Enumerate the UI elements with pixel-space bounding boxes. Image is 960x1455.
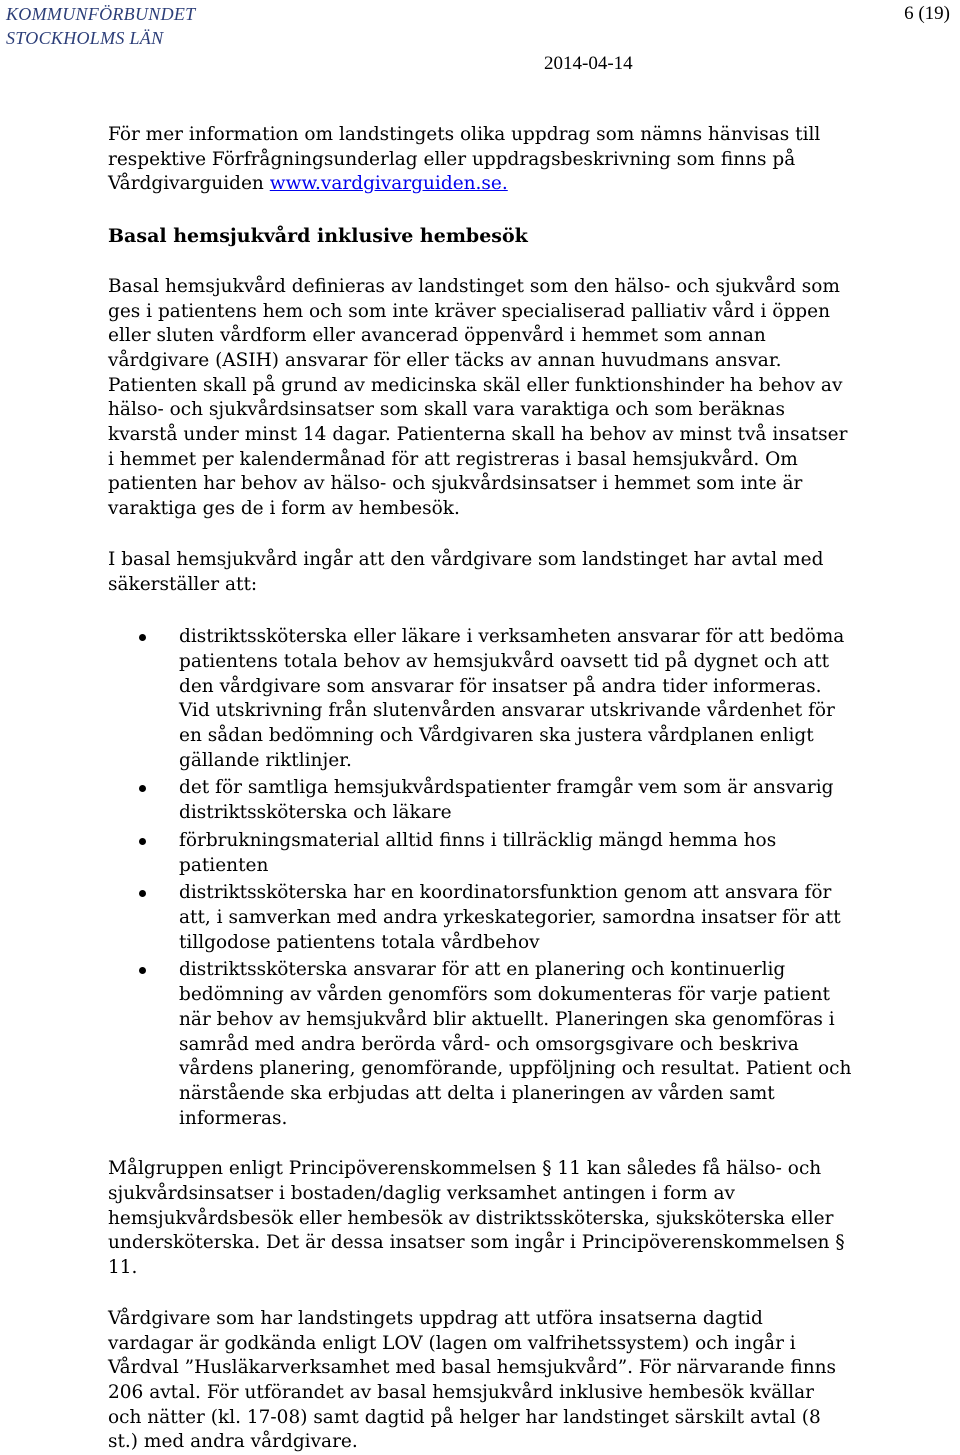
list-item: [108, 776, 853, 825]
list-item-text: förbrukningsmaterial alltid finns i tillräcklig mängd hemma hos patienten: [179, 829, 777, 876]
bullet-icon: [139, 967, 146, 974]
bullet-icon: [139, 785, 146, 792]
list-item: [108, 829, 853, 878]
list-item-text: distriktssköterska eller läkare i verksamheten ansvarar för att bedöma patientens totala behov av hemsjukvård oavsett tid på dygnet och att den vårdgivare som ansvarar för insatser på andra tider informeras. Vid utskrivning från slutenvården ansvarar utskrivande vårdenhet för en sådan bedömning och Vårdgivaren ska justera vårdplanen enligt gällande riktlinjer.: [179, 626, 845, 771]
ingar-intro-paragraph: I basal hemsjukvård ingår att den vårdgivare som landstinget har avtal med säkerställer att:: [108, 548, 824, 595]
vardgivare-paragraph: Vårdgivare som har landstingets uppdrag att utföra insatserna dagtid vardagar är godkända enligt LOV (lagen om valfrihetssystem) och ingår i Vårdval ”Husläkarverksamhet med basal hemsjukvård”. För närvarande finns 206 avtal. För utförandet av basal hemsjukvård inklusive hembesök kvällar och nätter (kl. 17-08) samt dagtid på helger har landstinget särskilt avtal (8 st.) med andra vårdgivare.: [108, 1307, 837, 1453]
vardgivarguiden-link[interactable]: www.vardgivarguiden.se.: [269, 173, 508, 195]
document-body: [108, 123, 853, 1455]
list-item: [108, 625, 853, 773]
bullet-icon: [139, 890, 146, 897]
requirements-list: [108, 625, 853, 1131]
org-line-1: KOMMUNFÖRBUNDET: [6, 4, 196, 24]
list-item: [108, 881, 853, 955]
bullet-icon: [139, 838, 146, 845]
bullet-icon: [139, 634, 146, 641]
intro-text: För mer information om landstingets olika uppdrag som nämns hänvisas till respektive Förfrågningsunderlag eller uppdragsbeskrivning som finns på Vårdgivarguiden: [108, 124, 821, 195]
list-item: [108, 958, 853, 1131]
document-date: 2014-04-14: [544, 53, 633, 74]
malgrupp-paragraph: Målgruppen enligt Principöverenskommelsen § 11 kan således få hälso- och sjukvårdsinsatser i bostaden/daglig verksamhet antingen i form av hemsjukvårdsbesök eller hembesök av distriktssköterska, sjuksköterska eller undersköterska. Det är dessa insatser som ingår i Principöverenskommelsen § 11.: [108, 1158, 845, 1279]
section-heading: Basal hemsjukvård inklusive hembesök: [108, 225, 528, 248]
page-number: 6 (19): [904, 3, 950, 24]
list-item-text: det för samtliga hemsjukvårdspatienter framgår vem som är ansvarig distriktssköterska och läkare: [179, 777, 834, 824]
org-line-2: STOCKHOLMS LÄN: [6, 28, 164, 48]
list-item-text: distriktssköterska har en koordinatorsfunktion genom att ansvara för att, i samverkan med andra yrkeskategorier, samordna insatser för att tillgodose patientens totala vårdbehov: [179, 882, 841, 953]
definition-paragraph: Basal hemsjukvård definieras av landstinget som den hälso- och sjukvård som ges i patientens hem och som inte kräver specialiserad palliativ vård i öppen eller sluten vårdform eller avancerad öppenvård i hemmet som annan vårdgivare (ASIH) ansvarar för eller täcks av annan huvudmans ansvar. Patienten skall på grund av medicinska skäl eller funktionshinder ha behov av hälso- och sjukvårdsinsatser som skall vara varaktiga och som beräknas kvarstå under minst 14 dagar. Patienterna skall ha behov av minst två insatser i hemmet per kalendermånad för att registreras i basal hemsjukvård. Om patienten har behov av hälso- och sjukvårdsinsatser i hemmet som inte är varaktiga ges de i form av hembesök.: [108, 275, 848, 520]
intro-paragraph: [108, 123, 853, 197]
organization-name: [6, 2, 196, 50]
list-item-text: distriktssköterska ansvarar för att en planering och kontinuerlig bedömning av vården genomförs som dokumenteras för varje patient när behov av hemsjukvård blir aktuellt. Planeringen ska genomföras i samråd med andra berörda vård- och omsorgsgivare och beskriva vårdens planering, genomförande, uppföljning och resultat. Patient och närstående ska erbjudas att delta i planeringen av vården samt informeras.: [179, 959, 852, 1129]
